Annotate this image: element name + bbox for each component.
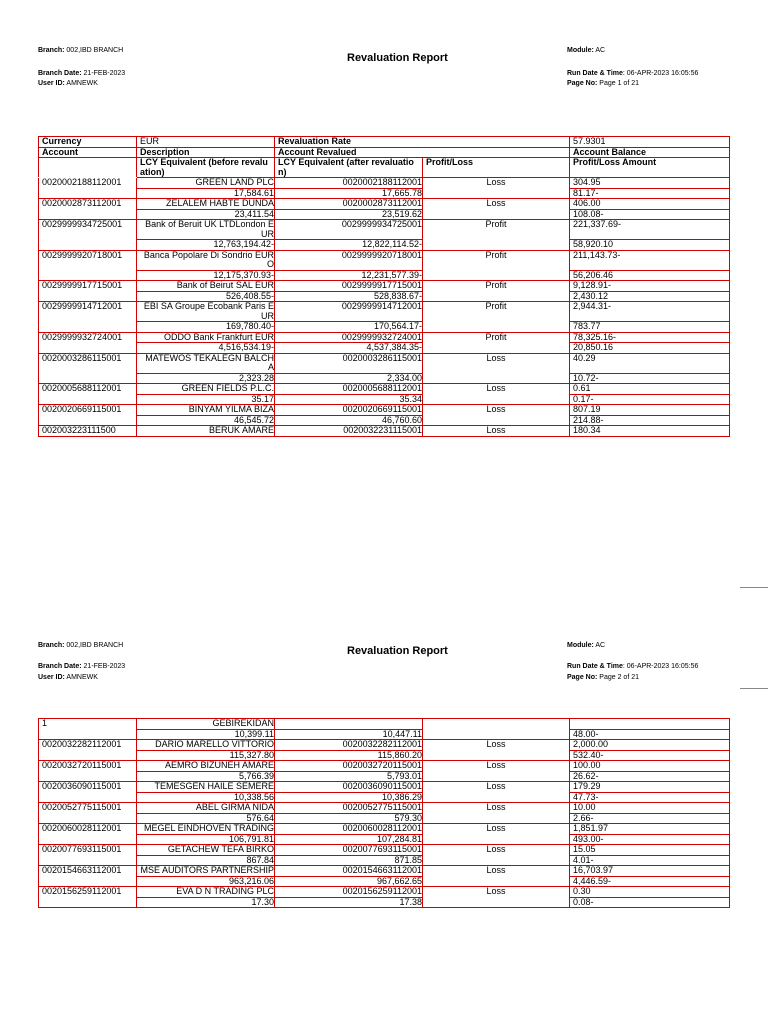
lcy-after-cell: 35.34 [275, 394, 423, 405]
table-row [39, 792, 730, 803]
lcy-before-cell: 963,216.06 [137, 876, 275, 887]
description-cell: EVA D N TRADING PLC [137, 887, 275, 898]
account-revalued-cell: 0020154663112001 [275, 866, 423, 877]
pl-amount-cell: 493.00- [570, 834, 730, 845]
table-row [39, 394, 730, 405]
lcy-after-cell: 17,665.78 [275, 188, 423, 199]
pl-amount-cell: 108.08- [570, 209, 730, 220]
description-cell: MATEWOS TEKALEGN BALCHA [137, 353, 275, 373]
table-row [39, 343, 730, 354]
profit-loss-cell: Loss [423, 887, 570, 908]
account-cell: 0029999920718001 [39, 250, 137, 281]
account-cell: 0029999932724001 [39, 332, 137, 353]
table-row [39, 750, 730, 761]
pl-amount-cell: 20,850.16 [570, 343, 730, 354]
pl-amount-cell: 532.40- [570, 750, 730, 761]
account-balance-cell: 304.95 [570, 178, 730, 189]
description-cell: MEGEL EINDHOVEN TRADING [137, 824, 275, 835]
table-row [39, 322, 730, 333]
pl-amount-cell: 4.01- [570, 855, 730, 866]
branch-date-field: Branch Date: 21-FEB-2023 [38, 663, 126, 670]
table-row [39, 332, 730, 343]
pl-amount-cell: 10.72- [570, 373, 730, 384]
table-row [39, 178, 730, 189]
lcy-after-cell: 12,822,114.52- [275, 240, 423, 251]
table-row [39, 834, 730, 845]
account-balance-cell: 2,000.00 [570, 740, 730, 751]
account-cell: 0020060028112001 [39, 824, 137, 845]
currency-value: EUR [137, 137, 275, 148]
account-revalued-cell: 0020036090115001 [275, 782, 423, 793]
account-cell: 0020077693115001 [39, 845, 137, 866]
table-row [39, 302, 730, 322]
lcy-before-cell: 46,545.72 [137, 415, 275, 426]
account-cell: 0020154663112001 [39, 866, 137, 887]
account-cell: 0020020669115001 [39, 405, 137, 426]
table-row [39, 740, 730, 751]
account-revalued-cell: 0020020669115001 [275, 405, 423, 416]
account-balance-cell: 100.00 [570, 761, 730, 772]
pl-amount-cell: 0.17- [570, 394, 730, 405]
account-revalued-cell: 0020052775115001 [275, 803, 423, 814]
account-balance-cell: 10.00 [570, 803, 730, 814]
account-revalued-cell: 0020032282112001 [275, 740, 423, 751]
account-balance-cell: 0.61 [570, 384, 730, 395]
currency-label: Currency [39, 137, 137, 148]
lcy-before-cell: 35.17 [137, 394, 275, 405]
account-cell: 0020032720115001 [39, 761, 137, 782]
account-revalued-cell: 0020002873112001 [275, 199, 423, 210]
description-cell: GREEN LAND PLC [137, 178, 275, 189]
lcy-after-cell: 12,231,577.39- [275, 270, 423, 281]
account-cell: 0029999917715001 [39, 281, 137, 302]
module-field: Module: AC [567, 642, 606, 649]
account-cell: 0020002873112001 [39, 199, 137, 220]
lcy-after-cell: 107,284.81 [275, 834, 423, 845]
profit-loss-cell: Profit [423, 250, 570, 281]
table-row [39, 415, 730, 426]
revaluation-table-last [39, 426, 730, 437]
account-balance-cell: 1,851.97 [570, 824, 730, 835]
table-row [39, 782, 730, 793]
lcy-before-cell: 10,338.56 [137, 792, 275, 803]
revaluation-table-body [39, 137, 730, 426]
account-balance-cell: 211,143.73- [570, 250, 730, 270]
profit-loss-cell: Loss [423, 199, 570, 220]
pl-amount-cell: 0.08- [570, 897, 730, 908]
profit-loss-cell: Loss [423, 353, 570, 384]
lcy-after-cell: 17.38 [275, 897, 423, 908]
account-cell: 0020032282112001 [39, 740, 137, 761]
lcy-after-cell: 528,838.67- [275, 291, 423, 302]
column-header-profit-loss: Profit/Loss [423, 158, 570, 178]
column-header-account: Account [39, 147, 137, 158]
account-revalued-cell: 0020032720115001 [275, 761, 423, 772]
profit-loss-cell: Profit [423, 220, 570, 251]
lcy-after-cell: 2,334.00 [275, 373, 423, 384]
table-row [39, 291, 730, 302]
account-balance-cell: 807.19 [570, 405, 730, 416]
description-cell: Bank of Beruit UK LTDLondon EUR [137, 220, 275, 240]
table-row: 1 GEBIREKIDAN [39, 719, 730, 730]
lcy-before-cell: 169,780.40- [137, 322, 275, 333]
account-balance-cell: 221,337.69- [570, 220, 730, 240]
table-row [39, 887, 730, 898]
description-cell: ZELALEM HABTE DUNDA [137, 199, 275, 210]
table-row [39, 250, 730, 270]
lcy-after-cell: 23,519.62 [275, 209, 423, 220]
table-row [39, 240, 730, 251]
account-balance-cell: 40.29 [570, 353, 730, 373]
account-revalued-cell: 0020005688112001 [275, 384, 423, 395]
table-row [39, 897, 730, 908]
table-row [39, 270, 730, 281]
table-row [39, 761, 730, 772]
lcy-before-cell: 115,327.80 [137, 750, 275, 761]
description-cell: Bank of Beirut SAL EUR [137, 281, 275, 292]
column-header-description: Description [137, 147, 275, 158]
branch-date-field: Branch Date: 21-FEB-2023 [38, 70, 126, 77]
account-cell: 0020156259112001 [39, 887, 137, 908]
lcy-after-cell: 579.30 [275, 813, 423, 824]
account-balance-cell: 9,128.91- [570, 281, 730, 292]
lcy-after-cell: 46,760.60 [275, 415, 423, 426]
lcy-after-cell: 871.85 [275, 855, 423, 866]
pl-amount-cell: 58,920.10 [570, 240, 730, 251]
profit-loss-cell: Loss [423, 405, 570, 426]
table-row [39, 209, 730, 220]
lcy-after-cell: 170,564.17- [275, 322, 423, 333]
revaluation-table [38, 136, 730, 437]
column-header-lcy-after: LCY Equivalent (after revaluation) [275, 158, 423, 178]
lcy-before-cell: 576.64 [137, 813, 275, 824]
column-header-account-revalued: Account Revalued [275, 147, 570, 158]
account-balance-cell: 406.00 [570, 199, 730, 210]
account-cell: 0020002188112001 [39, 178, 137, 199]
description-cell: TEMESGEN HAILE SEMERE [137, 782, 275, 793]
revaluation-table-body [39, 719, 730, 908]
lcy-before-cell: 23,411.54 [137, 209, 275, 220]
branch-field: Branch: 002,IBD BRANCH [38, 642, 124, 649]
profit-loss-cell: Profit [423, 302, 570, 333]
page-number: Page No: Page 2 of 21 [567, 674, 639, 681]
table-row [39, 855, 730, 866]
profit-loss-cell: Loss [423, 178, 570, 199]
lcy-after-cell: 967,662.65 [275, 876, 423, 887]
pl-amount-cell: 2.66- [570, 813, 730, 824]
lcy-before-cell: 867.84 [137, 855, 275, 866]
table-row [39, 353, 730, 373]
page-number: Page No: Page 1 of 21 [567, 80, 639, 87]
column-header-lcy-before: LCY Equivalent (before revaluation) [137, 158, 275, 178]
description-cell: GREEN FIELDS P.L.C. [137, 384, 275, 395]
pl-amount-cell: 2,430.12 [570, 291, 730, 302]
report-title: Revaluation Report [347, 52, 448, 64]
lcy-after-cell: 4,537,384.35- [275, 343, 423, 354]
lcy-before-cell: 2,323.28 [137, 373, 275, 384]
user-id-field: User ID: AMNEWK [38, 674, 98, 681]
lcy-before-cell: 12,763,194.42- [137, 240, 275, 251]
table-row [39, 866, 730, 877]
pl-amount-cell: 56,206.46 [570, 270, 730, 281]
table-row [39, 845, 730, 856]
account-cell: 0020003286115001 [39, 353, 137, 384]
account-balance-cell: 2,944.31- [570, 302, 730, 322]
rate-value: 57.9301 [570, 137, 730, 148]
report-page-2 [0, 600, 768, 1024]
account-revalued-cell: 0029999917715001 [275, 281, 423, 292]
table-row [39, 771, 730, 782]
lcy-before-cell: 526,408.55- [137, 291, 275, 302]
profit-loss-cell: Loss [423, 384, 570, 405]
account-cell: 0020036090115001 [39, 782, 137, 803]
pl-amount-cell: 214.88- [570, 415, 730, 426]
lcy-before-cell: 12,175,370.93- [137, 270, 275, 281]
description-cell: DARIO MARELLO VITTORIO [137, 740, 275, 751]
pl-amount-cell: 4,446.59- [570, 876, 730, 887]
lcy-before-cell: 5,766.39 [137, 771, 275, 782]
account-revalued-cell: 0029999914712001 [275, 302, 423, 322]
table-row: 10,399.11 10,447.11 48.00- [39, 729, 730, 740]
description-cell: GETACHEW TEFA BIRKO [137, 845, 275, 856]
profit-loss-cell: Profit [423, 281, 570, 302]
revaluation-table-continued [38, 718, 730, 908]
account-balance-cell: 16,703.97 [570, 866, 730, 877]
lcy-before-cell: 17,584.61 [137, 188, 275, 199]
pl-amount-cell: 783.77 [570, 322, 730, 333]
description-cell: EBI SA Groupe Ecobank Paris EUR [137, 302, 275, 322]
rate-label: Revaluation Rate [275, 137, 570, 148]
column-header-row [39, 147, 730, 158]
run-date-field: Run Date & Time: 06-APR-2023 16:05:56 [567, 663, 699, 670]
description-cell: ODDO Bank Frankfurt EUR [137, 332, 275, 343]
profit-loss-cell: Loss [423, 761, 570, 782]
account-revalued-cell: 0020060028112001 [275, 824, 423, 835]
profit-loss-cell: Loss [423, 824, 570, 845]
profit-loss-cell: Loss [423, 845, 570, 866]
pl-amount-cell: 81.17- [570, 188, 730, 199]
account-revalued-cell: 0029999934725001 [275, 220, 423, 240]
table-row [39, 384, 730, 395]
table-row [39, 876, 730, 887]
table-row [39, 405, 730, 416]
account-balance-cell: 15.05 [570, 845, 730, 856]
account-cell: 0020052775115001 [39, 803, 137, 824]
lcy-after-cell: 5,793.01 [275, 771, 423, 782]
account-revalued-cell: 0029999932724001 [275, 332, 423, 343]
lcy-before-cell: 17.30 [137, 897, 275, 908]
table-row: 002003223111500 BERUK AMARE 0020032231115001 Loss 180.34 [39, 426, 730, 437]
lcy-after-cell: 115,860.20 [275, 750, 423, 761]
table-row [39, 281, 730, 292]
description-cell: BINYAM YILMA BIZA [137, 405, 275, 416]
user-id-field: User ID: AMNEWK [38, 80, 98, 87]
account-revalued-cell: 0020156259112001 [275, 887, 423, 898]
page-edge-line [740, 587, 768, 588]
profit-loss-cell: Profit [423, 332, 570, 353]
profit-loss-cell: Loss [423, 866, 570, 887]
table-row [39, 803, 730, 814]
account-balance-cell: 0.30 [570, 887, 730, 898]
column-header-row-2 [39, 158, 730, 178]
account-revalued-cell: 0020002188112001 [275, 178, 423, 189]
table-row [39, 813, 730, 824]
profit-loss-cell: Loss [423, 803, 570, 824]
profit-loss-cell: Loss [423, 740, 570, 761]
report-title: Revaluation Report [347, 645, 448, 657]
profit-loss-cell: Loss [423, 782, 570, 803]
branch-field: Branch: 002,IBD BRANCH [38, 47, 124, 54]
table-row [39, 220, 730, 240]
description-cell: MSE AUDITORS PARTNERSHIP [137, 866, 275, 877]
account-balance-cell: 179.29 [570, 782, 730, 793]
description-cell: ABEL GIRMA NIDA [137, 803, 275, 814]
table-row [39, 824, 730, 835]
currency-row [39, 137, 730, 148]
account-cell: 0020005688112001 [39, 384, 137, 405]
account-revalued-cell: 0029999920718001 [275, 250, 423, 270]
account-revalued-cell: 0020077693115001 [275, 845, 423, 856]
column-header-account-balance: Account Balance [570, 147, 730, 158]
account-cell: 0029999934725001 [39, 220, 137, 251]
pl-amount-cell: 47.73- [570, 792, 730, 803]
account-cell: 0029999914712001 [39, 302, 137, 333]
lcy-before-cell: 4,516,534.19- [137, 343, 275, 354]
module-field: Module: AC [567, 47, 606, 54]
lcy-before-cell: 106,791.81 [137, 834, 275, 845]
run-date-field: Run Date & Time: 06-APR-2023 16:05:56 [567, 70, 699, 77]
table-row [39, 373, 730, 384]
account-revalued-cell: 0020003286115001 [275, 353, 423, 373]
description-cell: Banca Popolare Di Sondrio EURO [137, 250, 275, 270]
table-row [39, 188, 730, 199]
column-header-pl-amount: Profit/Loss Amount [570, 158, 730, 178]
table-row [39, 199, 730, 210]
description-cell: AEMRO BIZUNEH AMARE [137, 761, 275, 772]
lcy-after-cell: 10,386.29 [275, 792, 423, 803]
pl-amount-cell: 26.62- [570, 771, 730, 782]
account-balance-cell: 78,325.16- [570, 332, 730, 343]
